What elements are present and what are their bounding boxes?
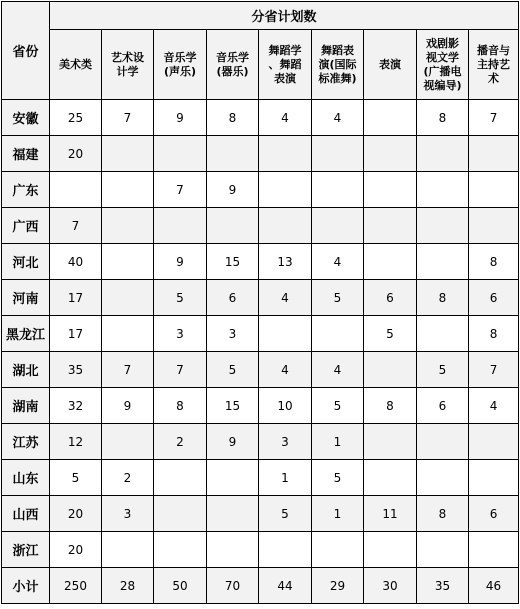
value-cell [154,496,207,532]
value-cell: 5 [207,352,259,388]
province-cell: 湖北 [2,352,50,388]
column-header [364,30,417,100]
column-header-line: 音乐学 [163,50,197,64]
value-cell: 9 [207,424,259,460]
value-cell: 7 [469,352,519,388]
value-cell [259,532,312,568]
value-cell [207,496,259,532]
column-header-line: (器乐) [216,64,249,78]
value-cell [259,136,312,172]
value-cell: 4 [312,100,364,136]
value-cell: 4 [259,280,312,316]
column-header [417,30,469,100]
value-cell [102,208,154,244]
value-cell [364,136,417,172]
value-cell: 15 [207,388,259,424]
value-cell: 7 [102,352,154,388]
column-header-line: 、舞蹈 [268,57,302,71]
value-cell: 3 [154,316,207,352]
value-cell: 8 [364,388,417,424]
value-cell [154,208,207,244]
value-cell: 8 [417,100,469,136]
province-cell: 江苏 [2,424,50,460]
value-cell: 8 [469,316,519,352]
value-cell: 20 [50,532,102,568]
table-row [2,208,519,244]
value-cell: 17 [50,316,102,352]
value-cell [207,136,259,172]
value-cell: 8 [154,388,207,424]
column-header-line: 表演 [274,71,296,85]
value-cell: 5 [50,460,102,496]
table-row [2,496,519,532]
value-cell: 50 [154,568,207,604]
column-header-line: 视编导) [423,78,462,92]
column-header-line: 术 [488,71,500,85]
column-header [259,30,312,100]
value-cell [469,136,519,172]
value-cell: 250 [50,568,102,604]
value-cell [364,208,417,244]
column-header-line: 舞蹈学 [268,43,302,57]
value-cell [417,136,469,172]
column-header-line: 艺术设 [111,50,144,64]
value-cell [417,208,469,244]
value-cell: 5 [417,352,469,388]
province-cell: 广东 [2,172,50,208]
value-cell: 46 [469,568,519,604]
value-cell: 7 [102,100,154,136]
value-cell [312,136,364,172]
value-cell [259,208,312,244]
province-cell: 广西 [2,208,50,244]
value-cell: 8 [469,244,519,280]
province-cell: 福建 [2,136,50,172]
province-header: 省份 [2,2,50,100]
value-cell: 13 [259,244,312,280]
plan-table [1,1,519,604]
value-cell: 44 [259,568,312,604]
column-header-line: 视文学 [426,50,459,64]
table-row [2,100,519,136]
table-row [2,316,519,352]
value-cell: 1 [259,460,312,496]
value-cell [364,244,417,280]
column-header-line: 标准舞) [318,71,357,85]
table-row [2,352,519,388]
column-header-line: 播音与 [477,43,511,57]
value-cell [417,424,469,460]
value-cell: 8 [417,280,469,316]
value-cell [312,172,364,208]
value-cell: 4 [312,244,364,280]
province-cell: 河北 [2,244,50,280]
value-cell: 7 [154,172,207,208]
value-cell: 9 [154,100,207,136]
value-cell: 10 [259,388,312,424]
value-cell [102,172,154,208]
value-cell: 5 [312,388,364,424]
value-cell [312,208,364,244]
value-cell: 35 [417,568,469,604]
province-cell: 安徽 [2,100,50,136]
value-cell: 4 [312,352,364,388]
value-cell: 28 [102,568,154,604]
value-cell: 9 [207,172,259,208]
value-cell [154,460,207,496]
value-cell: 12 [50,424,102,460]
value-cell: 30 [364,568,417,604]
value-cell: 11 [364,496,417,532]
table-row [2,568,519,604]
value-cell [469,532,519,568]
value-cell: 8 [417,496,469,532]
value-cell: 7 [50,208,102,244]
value-cell: 5 [259,496,312,532]
value-cell: 20 [50,496,102,532]
column-header-line: (声乐) [163,64,197,78]
value-cell: 29 [312,568,364,604]
value-cell [312,316,364,352]
value-cell [102,244,154,280]
value-cell [364,532,417,568]
table-row [2,172,519,208]
value-cell [102,424,154,460]
value-cell: 1 [312,496,364,532]
column-header-line: 计学 [116,64,139,78]
value-cell [417,244,469,280]
column-header-line: 音乐学 [216,50,249,64]
column-header-line: (广播电 [423,64,462,78]
value-cell [364,424,417,460]
value-cell [50,172,102,208]
value-cell [364,172,417,208]
value-cell: 4 [259,352,312,388]
value-cell: 6 [469,496,519,532]
column-header-line: 美术类 [59,57,92,71]
value-cell: 2 [102,460,154,496]
value-cell [417,316,469,352]
value-cell [207,208,259,244]
value-cell: 6 [417,388,469,424]
value-cell [469,460,519,496]
value-cell: 35 [50,352,102,388]
province-cell: 山西 [2,496,50,532]
value-cell [102,532,154,568]
value-cell: 2 [154,424,207,460]
value-cell [259,316,312,352]
value-cell [259,172,312,208]
value-cell: 6 [469,280,519,316]
value-cell: 32 [50,388,102,424]
value-cell: 9 [154,244,207,280]
value-cell: 4 [469,388,519,424]
province-cell: 湖南 [2,388,50,424]
table-row [2,280,519,316]
province-cell: 河南 [2,280,50,316]
column-header-line: 表演 [379,57,401,71]
value-cell: 7 [469,100,519,136]
value-cell: 15 [207,244,259,280]
table-row [2,424,519,460]
value-cell: 8 [207,100,259,136]
value-cell [364,100,417,136]
value-cell [207,532,259,568]
value-cell: 20 [50,136,102,172]
value-cell: 1 [312,424,364,460]
column-header [154,30,207,100]
column-header-line: 戏剧影 [426,36,459,50]
value-cell [207,460,259,496]
value-cell: 6 [207,280,259,316]
column-header [50,30,102,100]
value-cell: 25 [50,100,102,136]
value-cell: 9 [102,388,154,424]
table-row [2,244,519,280]
value-cell [102,136,154,172]
table-row [2,388,519,424]
column-header [207,30,259,100]
column-header [469,30,519,100]
province-cell: 浙江 [2,532,50,568]
value-cell: 5 [312,280,364,316]
value-cell [364,352,417,388]
value-cell: 40 [50,244,102,280]
value-cell [154,532,207,568]
value-cell [469,424,519,460]
value-cell: 3 [259,424,312,460]
column-header-line: 主持艺 [477,57,511,71]
value-cell [312,532,364,568]
table-row [2,460,519,496]
value-cell [102,316,154,352]
province-cell: 黑龙江 [2,316,50,352]
value-cell [469,172,519,208]
value-cell: 3 [207,316,259,352]
value-cell: 17 [50,280,102,316]
column-header-line: 舞蹈表 [321,43,354,57]
value-cell [154,136,207,172]
value-cell [417,172,469,208]
value-cell [417,460,469,496]
value-cell [417,532,469,568]
value-cell: 70 [207,568,259,604]
value-cell: 5 [364,316,417,352]
province-cell: 山东 [2,460,50,496]
value-cell: 3 [102,496,154,532]
value-cell: 7 [154,352,207,388]
value-cell: 5 [312,460,364,496]
value-cell: 5 [154,280,207,316]
column-header [312,30,364,100]
province-cell: 小计 [2,568,50,604]
value-cell: 4 [259,100,312,136]
group-title: 分省计划数 [50,2,519,30]
value-cell: 6 [364,280,417,316]
column-header [102,30,154,100]
column-header-line: 演(国际 [318,57,357,71]
value-cell [364,460,417,496]
table-row [2,532,519,568]
value-cell [469,208,519,244]
table-row [2,136,519,172]
value-cell [102,280,154,316]
